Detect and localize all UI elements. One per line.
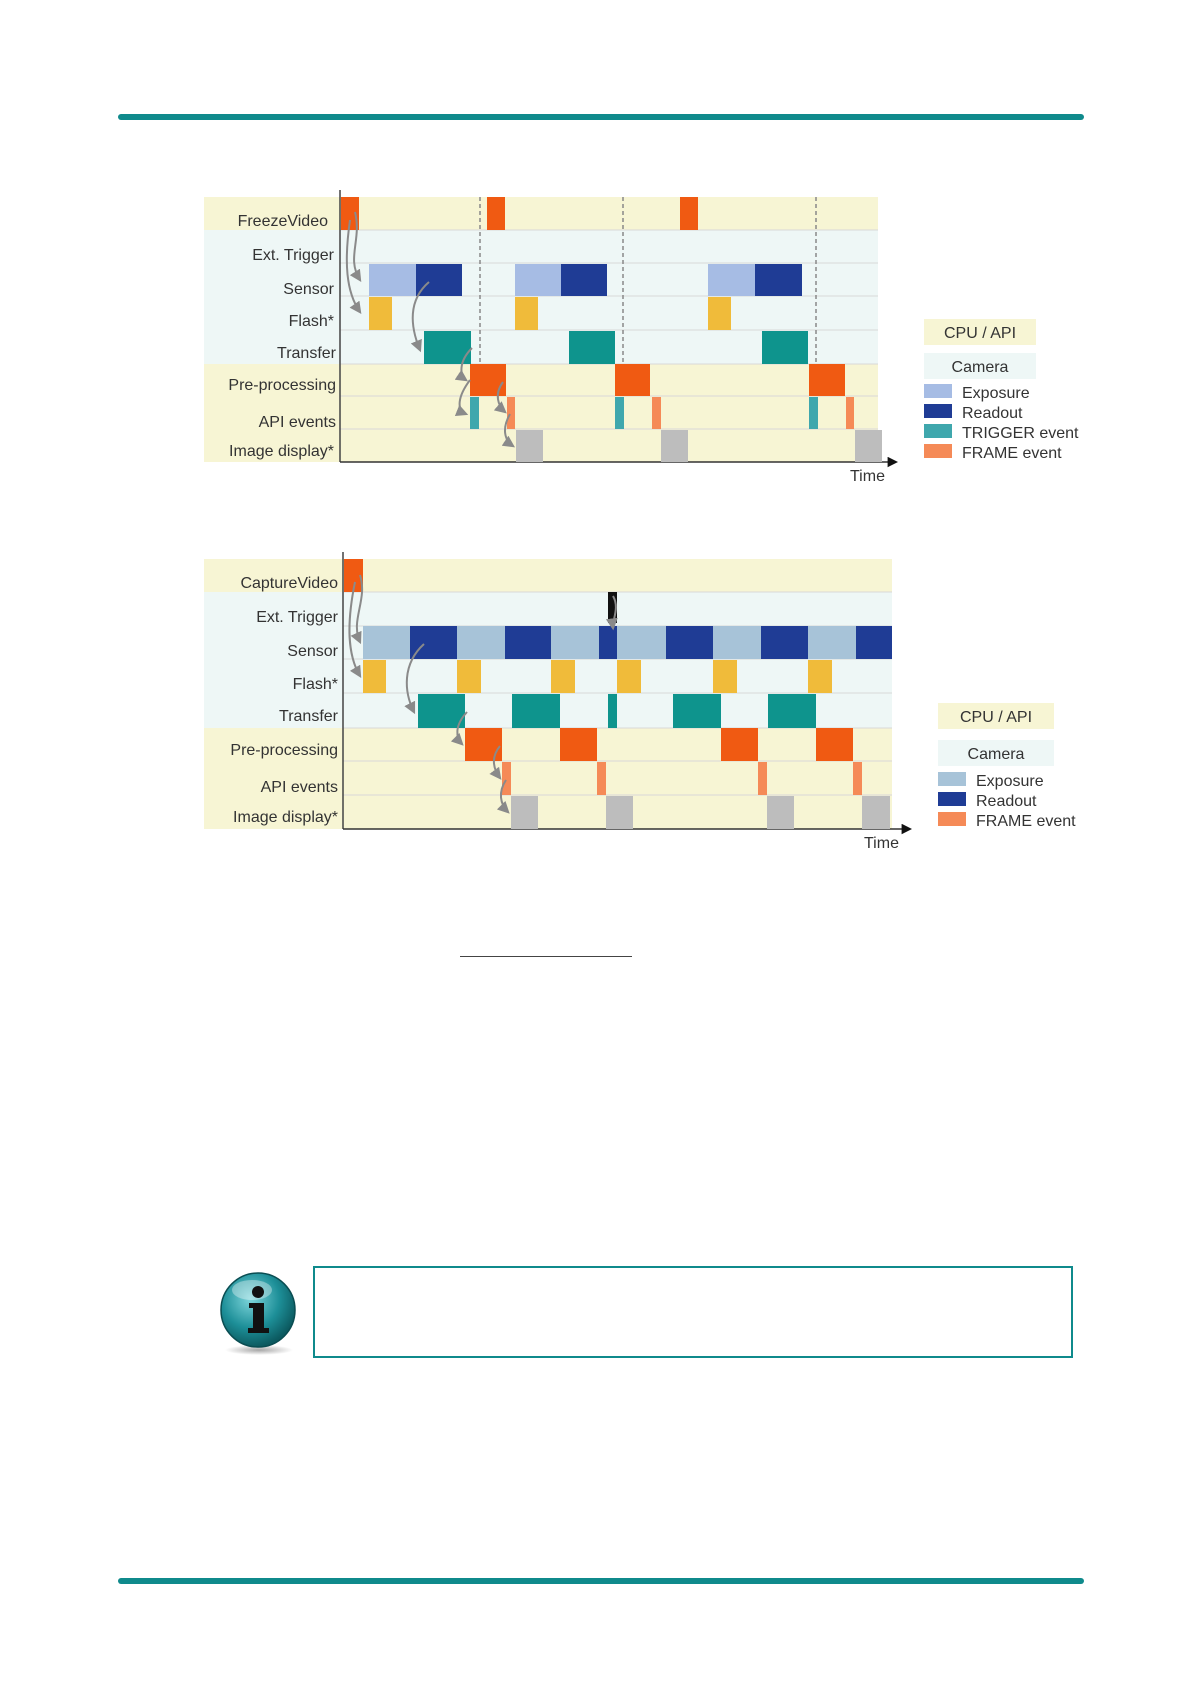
legend-exposure: Exposure — [976, 773, 1044, 790]
legend-diagram2 — [938, 703, 1076, 830]
row-label-flash: Flash* — [292, 676, 338, 693]
row-label-api-events: API events — [258, 414, 336, 431]
sensor-bars — [363, 626, 892, 659]
bottom-rule — [118, 1578, 1084, 1584]
row-label-pre-processing: Pre-processing — [230, 742, 338, 759]
legend-frame-event: FRAME event — [962, 445, 1062, 462]
row-label-freezevideo: FreezeVideo — [237, 213, 328, 230]
row-label-capturevideo: CaptureVideo — [240, 575, 338, 592]
time-label: Time — [864, 835, 899, 852]
legend-frame-event: FRAME event — [976, 813, 1076, 830]
row-label-image-display: Image display* — [229, 443, 334, 460]
row-label-transfer: Transfer — [279, 708, 338, 725]
legend-cpu-api: CPU / API — [959, 709, 1033, 726]
legend-cpu-api: CPU / API — [943, 325, 1017, 342]
row-label-sensor: Sensor — [283, 281, 334, 298]
row-label-api-events: API events — [260, 779, 338, 796]
sensor-bars — [369, 264, 802, 296]
legend-readout: Readout — [962, 405, 1023, 422]
legend-camera: Camera — [967, 746, 1025, 763]
row-label-image-display: Image display* — [233, 809, 338, 826]
note-box — [313, 1266, 1073, 1358]
legend-exposure: Exposure — [962, 385, 1030, 402]
legend-readout: Readout — [976, 793, 1037, 810]
legend-trigger-event: TRIGGER event — [962, 425, 1079, 442]
row-label-ext-trigger: Ext. Trigger — [256, 609, 338, 626]
row-label-sensor: Sensor — [287, 643, 338, 660]
capture-video-diagram — [204, 552, 1076, 852]
row-label-transfer: Transfer — [277, 345, 336, 362]
row-label-pre-processing: Pre-processing — [228, 377, 336, 394]
info-icon — [216, 1270, 302, 1356]
row-label-ext-trigger: Ext. Trigger — [252, 247, 334, 264]
freeze-video-diagram — [204, 190, 1079, 485]
time-label: Time — [850, 468, 885, 485]
row-label-flash: Flash* — [288, 313, 334, 330]
legend-camera: Camera — [951, 359, 1009, 376]
legend-diagram1 — [924, 319, 1079, 462]
link-underline[interactable] — [460, 956, 632, 957]
